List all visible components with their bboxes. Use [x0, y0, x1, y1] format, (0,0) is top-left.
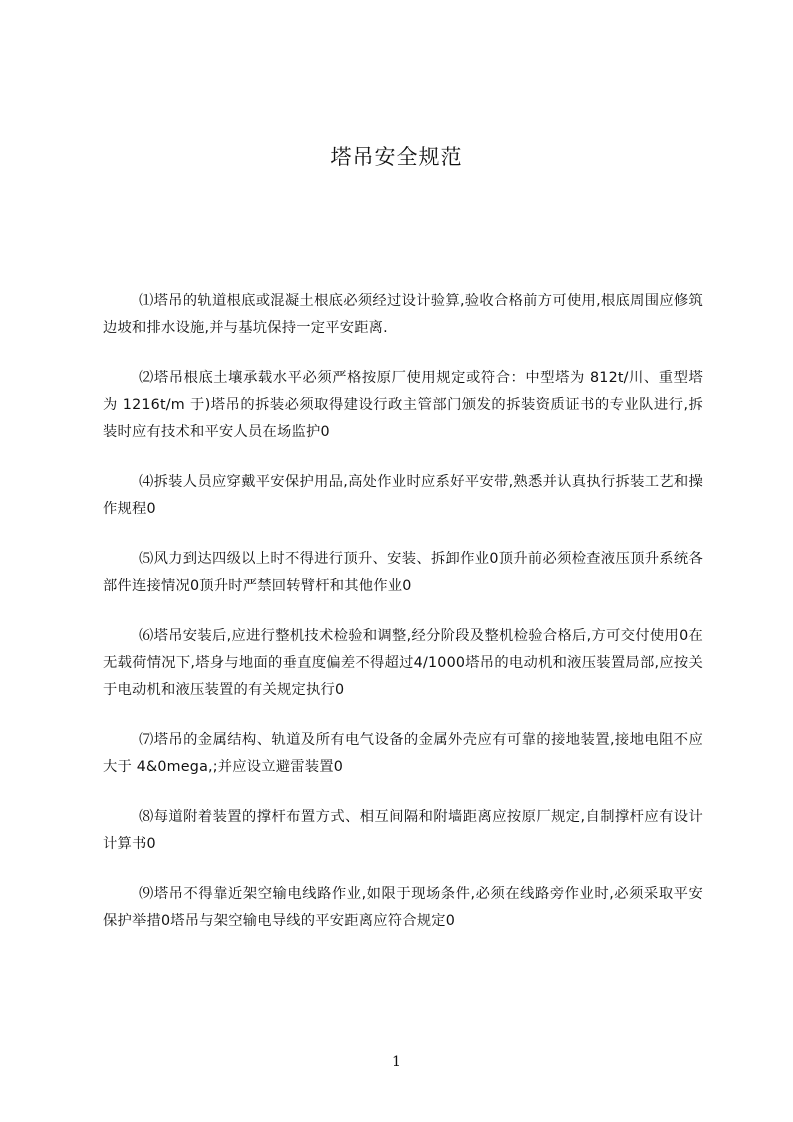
document-body — [103, 288, 703, 958]
paragraph-6: ⑹塔吊安装后,应进行整机技术检验和调整,经分阶段及整机检验合格后,方可交付使用0在无载荷情况下,塔身与地面的垂直度偏差不得超过4/1000塔吊的电动机和液压装置局部,应按关于电动机和液压装置的有关规定执行0 — [103, 628, 703, 698]
paragraph-2: ⑵塔吊根底土壤承载水平必须严格按原厂使用规定或符合：中型塔为 812t/川、重型塔为 1216t/m 于)塔吊的拆装必须取得建设行政主管部门颁发的拆装资质证书的专业队进行,拆装时应有技术和平安人员在场监护0 — [103, 370, 703, 440]
page-number: 1 — [392, 1054, 401, 1070]
paragraph-4: ⑷拆装人员应穿戴平安保护用品,高处作业时应系好平安带,熟悉并认真执行拆装工艺和操作规程0 — [103, 474, 703, 517]
paragraph-8: ⑻每道附着装置的撑杆布置方式、相互间隔和附墙距离应按原厂规定,自制撑杆应有设计计算书0 — [103, 809, 703, 852]
paragraph-7: ⑺塔吊的金属结构、轨道及所有电气设备的金属外壳应有可靠的接地装置,接地电阻不应大于 4&0mega,;并应设立避雷装置0 — [103, 732, 703, 775]
page-title: 塔吊安全规范 — [330, 145, 463, 169]
paragraph-1: ⑴塔吊的轨道根底或混凝土根底必须经过设计验算,验收合格前方可使用,根底周围应修筑边坡和排水设施,并与基坑保持一定平安距离. — [103, 293, 703, 336]
paragraph-9: ⑼塔吊不得靠近架空输电线路作业,如限于现场条件,必须在线路旁作业时,必须采取平安保护举措0塔吊与架空输电导线的平安距离应符合规定0 — [103, 886, 703, 929]
paragraph-5: ⑸风力到达四级以上时不得进行顶升、安装、拆卸作业0顶升前必须检查液压顶升系统各部件连接情况0顶升时严禁回转臂杆和其他作业0 — [103, 551, 703, 594]
